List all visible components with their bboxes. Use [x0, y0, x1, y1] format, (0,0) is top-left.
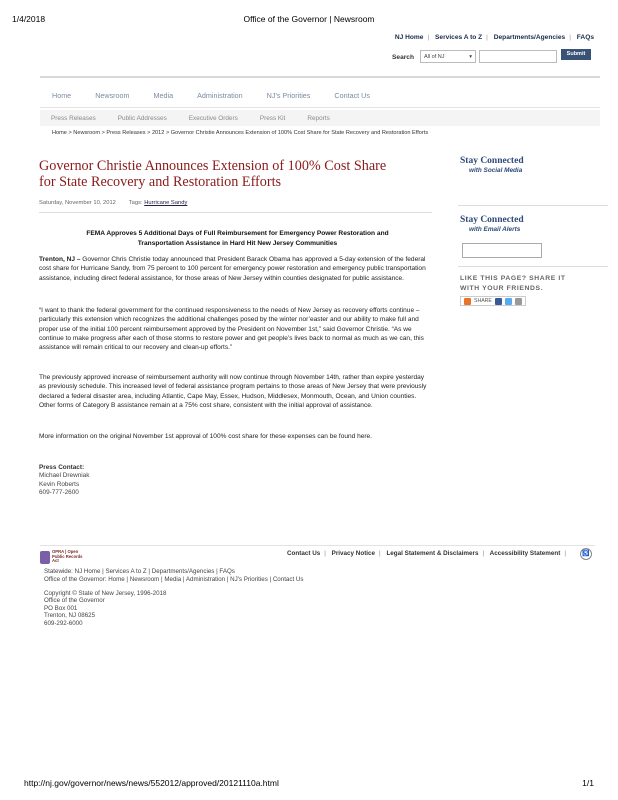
statewide-links[interactable]: Statewide: NJ Home | Services A to Z | Departments/Agencies | FAQs — [44, 568, 235, 575]
email-icon — [515, 298, 522, 305]
facebook-icon — [495, 298, 502, 305]
search-scope-value: All of NJ — [424, 53, 445, 60]
sub-nav — [40, 110, 600, 126]
accessibility-icon[interactable]: ♿ — [580, 548, 592, 560]
nav-administration[interactable]: Administration — [197, 91, 243, 100]
breadcrumb[interactable]: Home > Newsroom > Press Releases > 2012 > Governor Christie Announces Extension of 100% Cost Share for State Recovery and Restoration Efforts — [52, 130, 429, 136]
chevron-down-icon: ▾ — [469, 53, 472, 60]
contact-name: Michael Drewniak — [39, 472, 90, 480]
sidebar-divider — [458, 266, 608, 267]
copyright: Copyright © State of New Jersey, 1996-2018 — [44, 590, 167, 597]
header-divider — [40, 76, 600, 78]
print-date: 1/4/2018 — [12, 14, 46, 24]
paragraph-4: More information on the original November 1st approval of 100% cost share for these expenses can be found here. — [39, 433, 372, 440]
address-line: Trenton, NJ 08625 — [44, 612, 96, 620]
office-links[interactable]: Office of the Governor: Home | Newsroom | Media | Administration | NJ's Priorities | Contact Us — [44, 575, 304, 583]
subnav-reports[interactable]: Reports — [307, 114, 330, 122]
press-contact — [39, 464, 89, 497]
nav-priorities[interactable]: NJ's Priorities — [266, 91, 311, 100]
article-meta — [39, 200, 187, 206]
address-phone: 609-292-6000 — [44, 619, 83, 627]
opra-line-1: OPRA | Open — [52, 549, 79, 555]
article-date: Saturday, November 10, 2012 — [39, 200, 116, 206]
contact-name: Kevin Roberts — [39, 480, 80, 488]
share-prompt: LIKE THIS PAGE? SHARE IT WITH YOUR FRIENDS. — [460, 275, 566, 292]
social-media-link[interactable]: with Social Media — [469, 167, 523, 174]
print-url: http://nj.gov/governor/news/news/552012/approved/20121110a.html — [24, 778, 279, 788]
share-label: SHARE — [474, 298, 492, 304]
footer-nav — [44, 568, 303, 583]
nav-home[interactable]: Home — [52, 91, 72, 100]
tag-link[interactable]: Hurricane Sandy — [144, 200, 188, 206]
email-input[interactable] — [462, 243, 542, 258]
email-alerts-link[interactable]: with Email Alerts — [469, 226, 521, 233]
divider — [39, 212, 432, 213]
address-line: Office of the Governor — [44, 597, 105, 605]
subnav-press-releases[interactable]: Press Releases — [51, 114, 96, 122]
subnav-executive-orders[interactable]: Executive Orders — [188, 114, 238, 122]
twitter-icon — [505, 298, 512, 305]
subnav-public-addresses[interactable]: Public Addresses — [117, 114, 167, 122]
opra-badge-icon — [40, 551, 50, 564]
print-title: Office of the Governor | Newsroom — [243, 14, 375, 24]
footer-privacy[interactable]: Privacy Notice — [331, 550, 376, 557]
dateline: Trenton, NJ – — [39, 256, 81, 263]
paragraph-3: The previously approved increase of reimbursement authority will now continue through November 14th, rather than expire yesterday as previously schedule. This increased level of federal assistance program pertains to those areas of New Jersey that were previously declared a federal disaster area, including Atlantic, Cape May, Essex, Hudson, Middlesex, Monmouth, Ocean, and Union counties. Other forms of Category B assistance remain at a 75% cost share, consistent with the initial approval of assistance. — [39, 374, 427, 409]
share-icon — [464, 298, 471, 305]
paragraph-1 — [39, 255, 432, 283]
search-submit-button[interactable]: Submit — [561, 49, 591, 60]
paragraph-1-text: Governor Chris Christie today announced that President Barack Obama has approved a 5-day extension of the federal cost share for Hurricane Sandy, from 75 percent to 100 percent for emergency power restoration and emergency public transportation assistance, including direct federal assistance, for those areas of New Jersey within counties designated for public assistance. — [39, 256, 426, 282]
nav-media[interactable]: Media — [153, 91, 174, 100]
search-label: Search — [392, 54, 414, 61]
search-scope-select[interactable] — [420, 50, 476, 63]
sidebar-divider — [458, 205, 608, 206]
footer-accessibility[interactable]: Accessibility Statement — [489, 550, 561, 557]
stay-connected-social-title: Stay Connected — [460, 156, 524, 166]
footer-links: Contact Us | Privacy Notice | Legal Statement & Disclaimers | Accessibility Statement | — [287, 550, 566, 557]
footer-contact[interactable]: Contact Us — [287, 550, 321, 557]
page-title: Governor Christie Announces Extension of 100% Cost Share for State Recovery and Restoration Efforts — [39, 158, 387, 190]
tags-label: Tags: — [128, 200, 143, 206]
util-faqs[interactable]: FAQs — [576, 34, 594, 41]
paragraph-2: “I want to thank the federal government for the continued responsiveness to the needs of New Jersey as recovery efforts continue – particularly this extension which recognizes the additional challenges posed by the winter nor’easter and our ability to make full and proper use of the initial 100 percent reimbursement approved by the President on November 1st,” said Governor Christie. “As we continue to make progress after each of those storms to restore power and get people’s lives back to normal as much as we can, this assistance will remain critical to our recovery and clean-up efforts.” — [39, 307, 424, 352]
address-line: PO Box 001 — [44, 604, 78, 612]
footer-legal[interactable]: Legal Statement & Disclaimers — [386, 550, 479, 557]
opra-logo[interactable] — [40, 550, 84, 564]
opra-line-2: Public Records Act — [52, 553, 83, 564]
main-nav — [40, 84, 600, 108]
copyright-block — [44, 590, 166, 627]
search-input[interactable] — [479, 50, 557, 63]
contact-phone: 609-777-2600 — [39, 488, 79, 496]
utility-links: NJ Home | Services A to Z | Departments/Agencies | FAQs — [394, 34, 594, 41]
press-contact-label: Press Contact: — [39, 464, 85, 471]
util-departments[interactable]: Departments/Agencies — [493, 34, 566, 41]
util-services[interactable]: Services A to Z — [435, 34, 483, 41]
stay-connected-email-title: Stay Connected — [460, 215, 524, 225]
article-subhead: FEMA Approves 5 Additional Days of Full Reimbursement for Emergency Power Restoration and Transportation Assistance in Hard Hit New Jersey Communities — [86, 230, 389, 247]
util-nj-home[interactable]: NJ Home — [394, 34, 424, 41]
print-page-number: 1/1 — [582, 778, 594, 788]
share-button[interactable] — [460, 296, 526, 306]
nav-newsroom[interactable]: Newsroom — [95, 91, 130, 100]
nav-contact[interactable]: Contact Us — [334, 91, 370, 100]
subnav-press-kit[interactable]: Press Kit — [259, 114, 286, 122]
footer-divider — [40, 545, 595, 546]
